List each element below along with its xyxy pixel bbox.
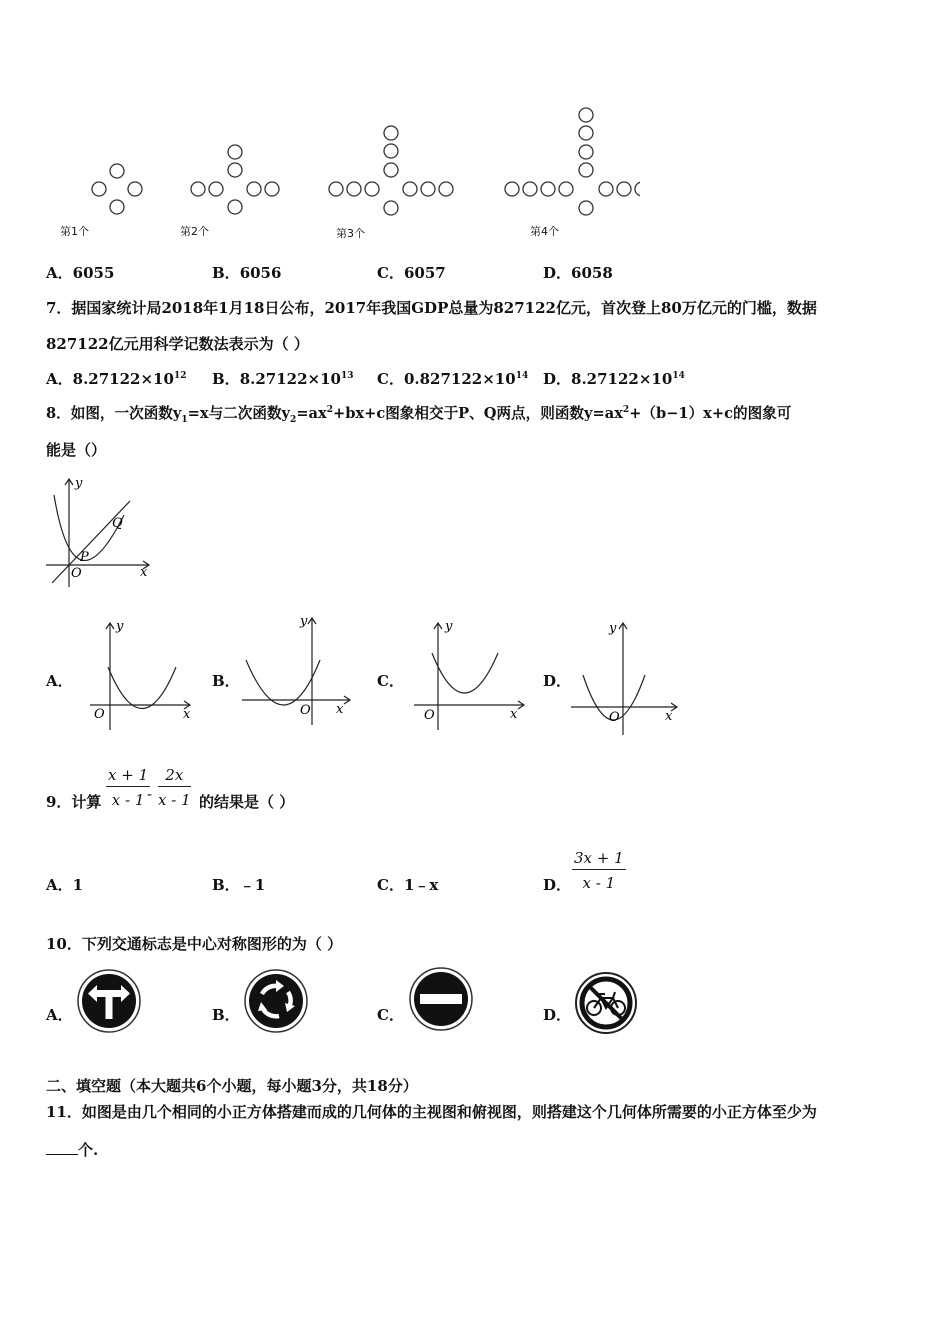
q10-option-d-label[interactable]: D．	[543, 1006, 572, 1024]
q9-optd-numerator: 3x + 1	[572, 849, 626, 870]
pattern-caption-4: 第4个	[530, 225, 559, 238]
q9-frac2-numerator: 2x	[158, 766, 191, 787]
pattern-caption-1: 第1个	[60, 225, 89, 238]
q8-c-x-label: x	[510, 707, 518, 722]
q9-optd-denominator: x - 1	[582, 874, 616, 892]
q8-b-y-label: y	[300, 614, 308, 629]
q8-option-c-label[interactable]: C．	[377, 672, 404, 690]
q10-sign-a-turn-left-right-icon[interactable]	[76, 968, 142, 1034]
q11-answer-blank[interactable]	[46, 1142, 78, 1155]
q10-option-a-label[interactable]: A．	[46, 1006, 73, 1024]
q9-suffix: 的结果是（ ）	[199, 793, 295, 811]
q9-option-b[interactable]: B．﹣1	[212, 876, 266, 894]
q8-option-c-graph[interactable]	[412, 615, 527, 735]
q8-option-d-label[interactable]: D．	[543, 672, 572, 690]
q8-question-line1: 8．如图，一次函数$y_1=x$与二次函数$y_2=ax^2+bx+c$图象相交于P、Q两点，则函数$y=ax^2+(b-1)x+c$的图象可	[46, 405, 792, 425]
q6-option-b[interactable]: B．6056	[212, 264, 282, 282]
q7-option-b[interactable]: B．$8.27122\times 10^{13}$	[212, 370, 354, 388]
q7-option-a[interactable]: A．$8.27122\times 10^{12}$	[46, 370, 187, 388]
q8-option-b-graph[interactable]	[240, 610, 355, 730]
q8-reference-graph	[44, 475, 164, 590]
q8-b-o-label: O	[300, 703, 311, 718]
q8-a-y-label: y	[116, 619, 124, 634]
q10-sign-c-no-entry-icon[interactable]	[408, 966, 474, 1032]
q9-option-c[interactable]: C．1﹣x	[377, 876, 439, 894]
q8-ref-y-label: y	[75, 476, 83, 491]
q9-minus-sign: -	[147, 785, 153, 803]
q8-d-y-label: y	[609, 621, 617, 636]
q8-b-x-label: x	[336, 702, 344, 717]
q9-frac1-denominator: x - 1	[111, 791, 145, 809]
q9-option-a[interactable]: A．1	[46, 876, 84, 894]
q9-fraction-1	[106, 766, 153, 809]
q8-question-line2: 能是（）	[46, 441, 107, 459]
q11-question-line2: 个.	[46, 1139, 98, 1160]
q8-option-a-graph[interactable]	[90, 615, 195, 735]
q8-d-x-label: x	[665, 709, 673, 724]
q7-option-c[interactable]: C．$0.827122\times 10^{14}$	[377, 370, 529, 388]
q10-sign-b-roundabout-icon[interactable]	[243, 968, 309, 1034]
q9-fraction-2	[158, 766, 191, 809]
q10-option-c-label[interactable]: C．	[377, 1006, 404, 1024]
q9-option-d-label[interactable]: D．	[543, 876, 572, 894]
q8-ref-q-label: Q	[112, 516, 123, 531]
q8-c-o-label: O	[424, 708, 435, 723]
q8-option-a-label[interactable]: A．	[46, 672, 73, 690]
q10-question: 10．下列交通标志是中心对称图形的为（ ）	[46, 935, 343, 953]
q8-ref-o-label: O	[71, 566, 82, 581]
section2-title: 二、填空题（本大题共6个小题，每小题3分，共18分）	[46, 1077, 418, 1095]
pattern-caption-3: 第3个	[336, 227, 365, 240]
q9-frac2-denominator: x - 1	[158, 791, 191, 809]
q8-a-o-label: O	[94, 707, 105, 722]
q8-c-y-label: y	[445, 619, 453, 634]
q6-option-a[interactable]: A．6055	[46, 264, 115, 282]
q11-question-line1: 11．如图是由几个相同的小正方体搭建而成的几何体的主视图和俯视图，则搭建这个几何体所需要的小正方体至少为	[46, 1103, 817, 1121]
q8-a-x-label: x	[183, 707, 191, 722]
q8-option-b-label[interactable]: B．	[212, 672, 240, 690]
q9-frac1-numerator: x + 1	[106, 766, 150, 787]
pattern-caption-2: 第2个	[180, 225, 209, 238]
q9-prefix: 9．计算	[46, 793, 102, 811]
q8-d-o-label: O	[609, 710, 620, 725]
q8-option-d-graph[interactable]	[565, 615, 685, 740]
q8-ref-x-label: x	[140, 565, 148, 580]
q10-option-b-label[interactable]: B．	[212, 1006, 240, 1024]
q9-option-d-fraction[interactable]	[572, 849, 626, 892]
q7-question-line1: 7．据国家统计局2018年1月18日公布，2017年我国GDP总量为827122亿元，首次登上80万亿元的门槛，数据	[46, 299, 817, 317]
q7-question-line2: 827122亿元用科学记数法表示为（ ）	[46, 335, 309, 353]
q8-ref-p-label: P	[80, 550, 89, 565]
q7-option-d[interactable]: D．$8.27122\times 10^{14}$	[543, 370, 685, 388]
q10-sign-d-no-bicycle-icon[interactable]	[573, 970, 639, 1036]
q6-option-c[interactable]: C．6057	[377, 264, 446, 282]
q6-option-d[interactable]: D．6058	[543, 264, 613, 282]
